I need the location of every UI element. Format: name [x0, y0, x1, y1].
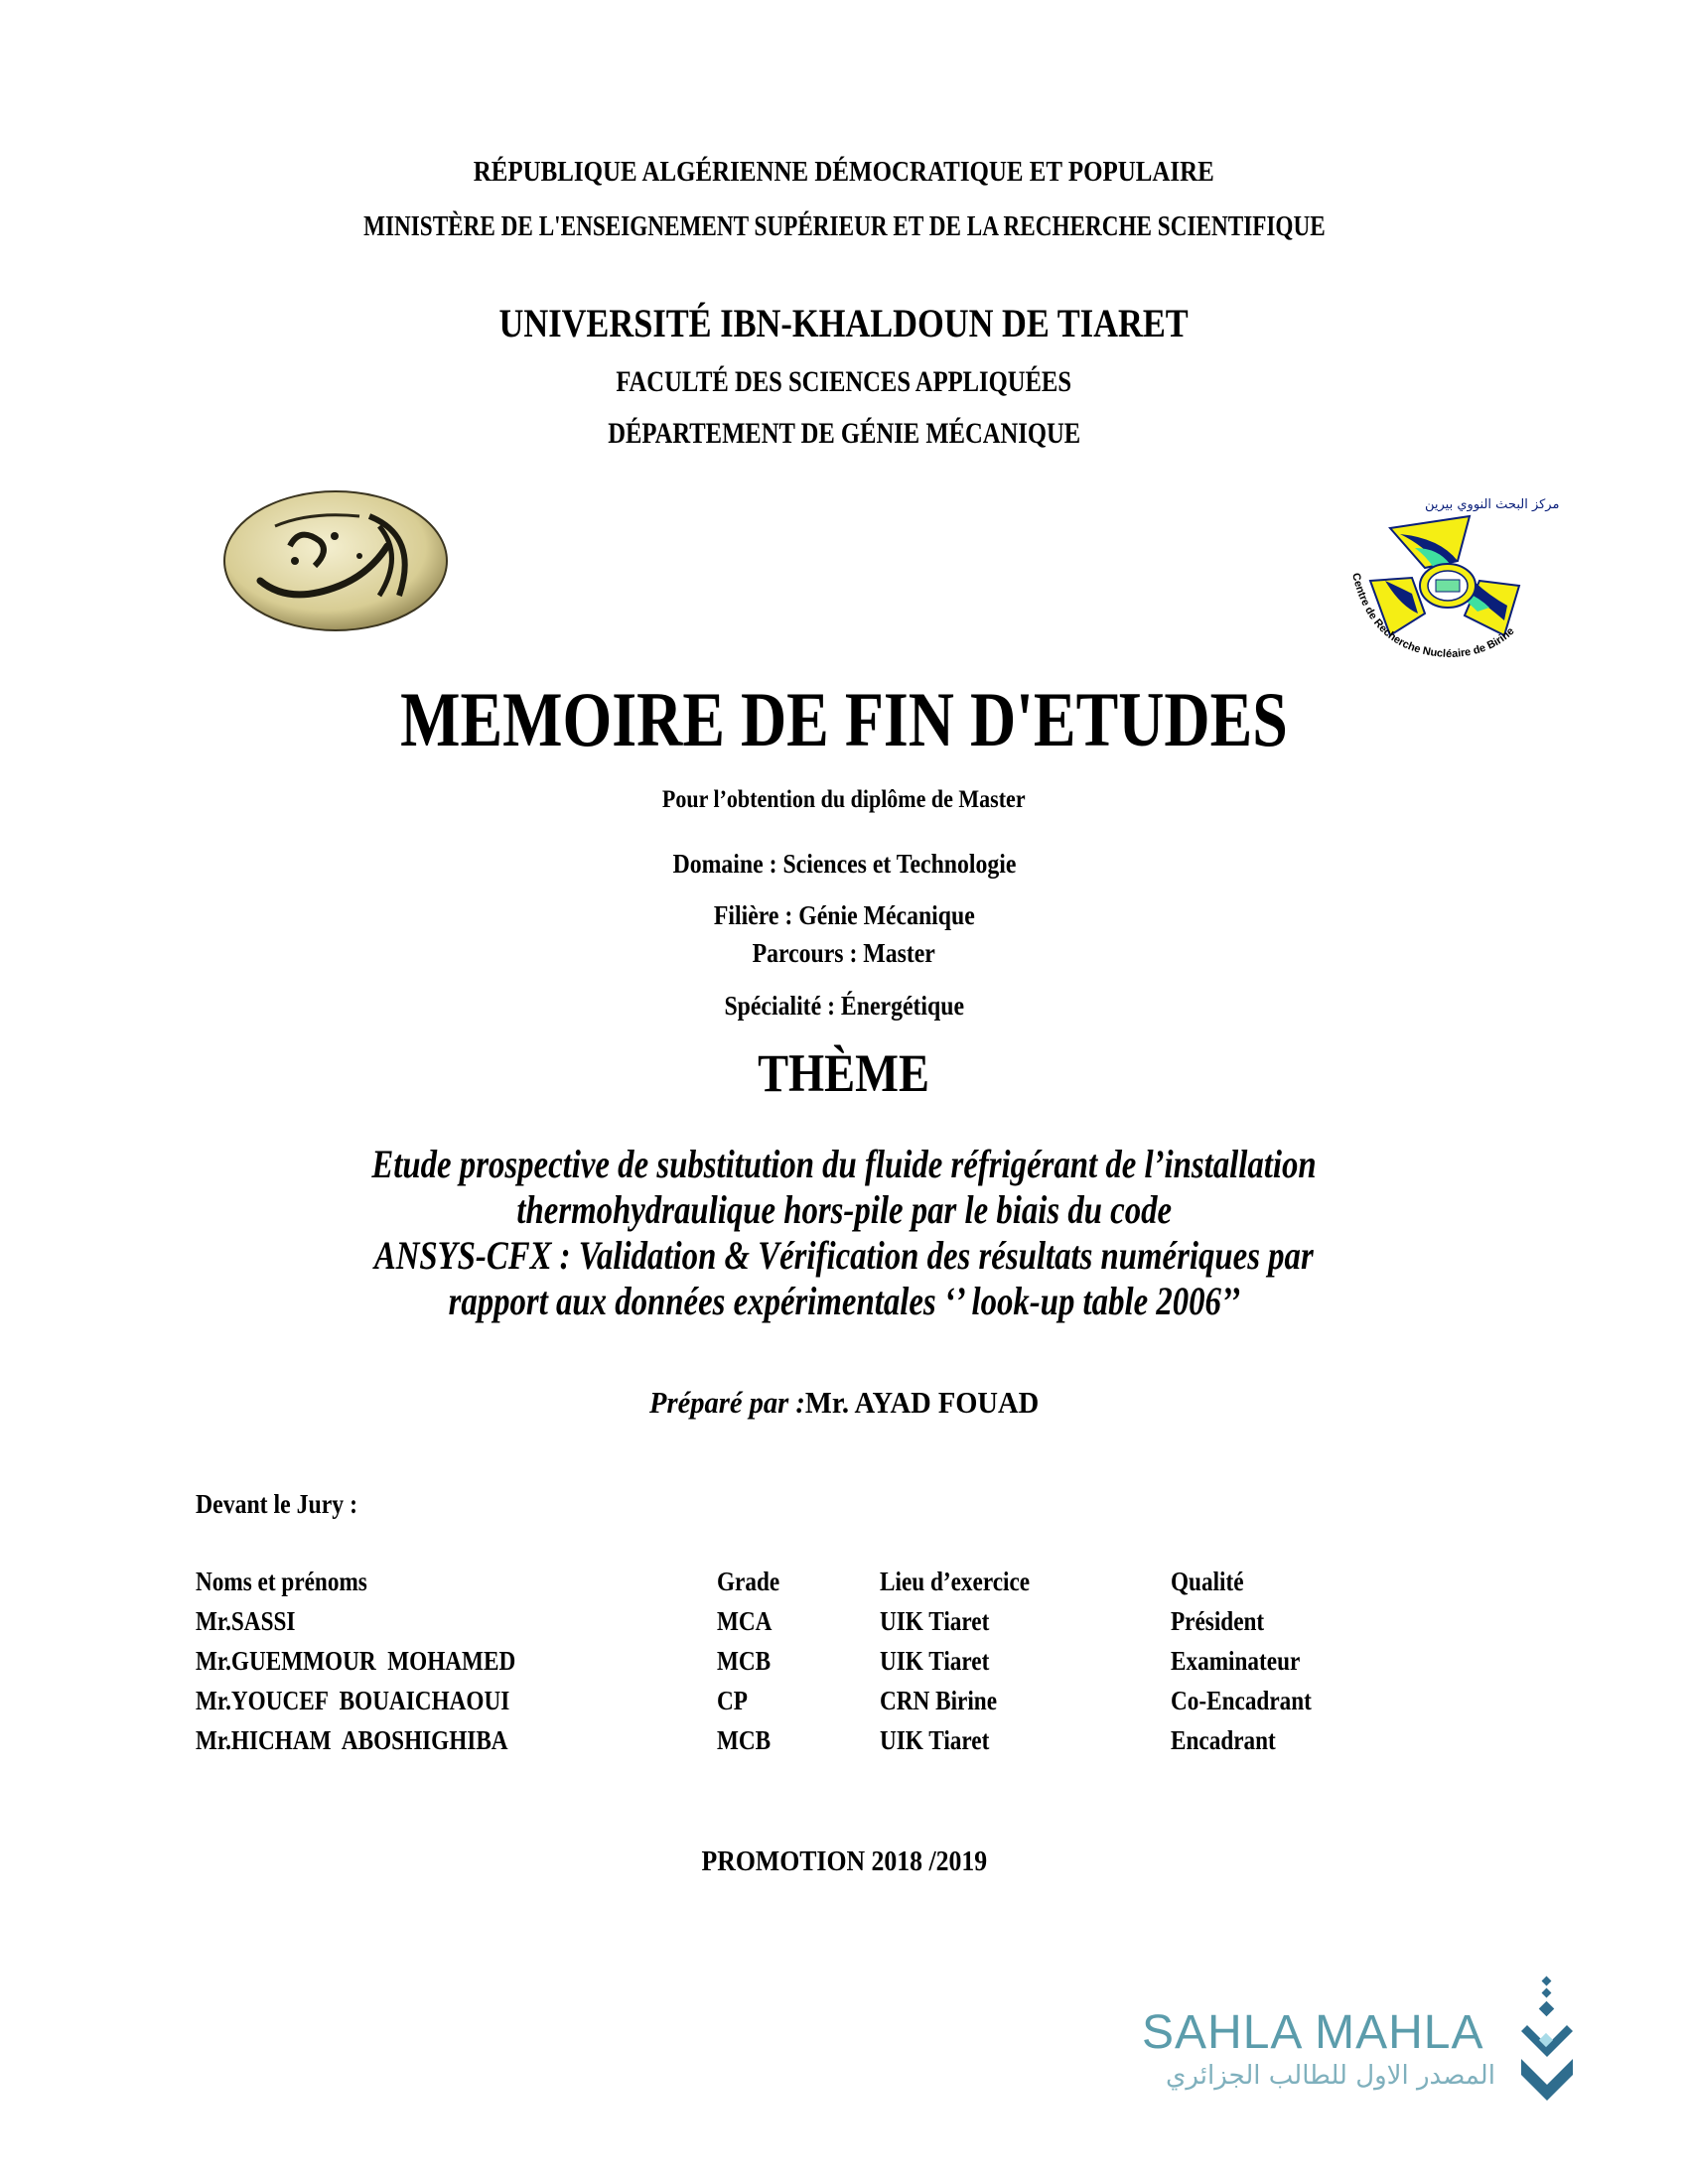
jury-member-place: UIK Tiaret [880, 1646, 990, 1676]
jury-table [196, 1567, 1335, 1765]
thesis-title [189, 1142, 1499, 1324]
jury-member-grade: CP [717, 1686, 748, 1715]
thesis-title-line: ANSYS-CFX : Validation & Vérification des résultats numériques par [374, 1233, 1314, 1278]
faculty-heading: FACULTÉ DES SCIENCES APPLIQUÉES [616, 365, 1072, 398]
republic-heading: RÉPUBLIQUE ALGÉRIENNE DÉMOCRATIQUE ET POPULAIRE [473, 156, 1214, 188]
jury-row [196, 1646, 1335, 1686]
watermark-brand: SAHLA MAHLA [1142, 2006, 1484, 2059]
department-heading: DÉPARTEMENT DE GÉNIE MÉCANIQUE [608, 417, 1080, 450]
jury-member-place: UIK Tiaret [880, 1725, 990, 1755]
watermark-tagline: المصدر الاول للطالب الجزائري [1166, 2061, 1495, 2091]
jury-member-place: CRN Birine [880, 1686, 998, 1715]
promotion-year: PROMOTION 2018 /2019 [701, 1846, 987, 1877]
column-header-name: Noms et prénoms [196, 1567, 367, 1596]
domain-line: Domaine : Sciences et Technologie [672, 849, 1016, 879]
diploma-purpose: Pour l’obtention du diplôme de Master [662, 786, 1026, 813]
thesis-title-line: Etude prospective de substitution du fluide réfrigérant de l’installation [371, 1142, 1317, 1186]
thesis-title-line: rapport aux données expérimentales ‘’ look-up table 2006’’ [448, 1279, 1240, 1323]
thesis-title-line: thermohydraulique hors-pile par le biais du code [516, 1187, 1172, 1232]
jury-member-role: Examinateur [1171, 1646, 1301, 1676]
jury-member-grade: MCA [717, 1606, 773, 1636]
svg-text:مركز البحث النووي بيرين: مركز البحث النووي بيرين [1425, 497, 1559, 512]
sahla-mahla-logo-icon [1519, 1976, 1575, 2105]
jury-member-role: Co-Encadrant [1171, 1686, 1312, 1715]
column-header-role: Qualité [1171, 1567, 1244, 1596]
prepared-by-label: Préparé par : [648, 1385, 805, 1420]
column-header-grade: Grade [717, 1567, 780, 1596]
prepared-by [0, 1385, 1688, 1421]
document-title: MEMOIRE DE FIN D'ETUDES [400, 676, 1288, 762]
track-line: Parcours : Master [752, 938, 936, 968]
sahla-mahla-watermark [1142, 2005, 1559, 2105]
jury-header-row [196, 1567, 1335, 1606]
jury-row [196, 1686, 1335, 1725]
university-heading: UNIVERSITÉ IBN-KHALDOUN DE TIARET [498, 301, 1190, 345]
nuclear-research-centre-icon [1331, 486, 1559, 665]
jury-member-grade: MCB [717, 1646, 772, 1676]
jury-member-role: Encadrant [1171, 1725, 1276, 1755]
jury-member-place: UIK Tiaret [880, 1606, 990, 1636]
svg-text:Centre de Recherche Nucléaire: Centre de Recherche Nucléaire de Birine [1349, 572, 1517, 661]
specialty-line: Spécialité : Énergétique [724, 991, 964, 1021]
university-seal-icon [220, 486, 451, 635]
jury-member-name: Mr.SASSI [196, 1606, 296, 1636]
jury-row [196, 1606, 1335, 1646]
theme-heading: THÈME [758, 1043, 930, 1103]
jury-member-grade: MCB [717, 1725, 772, 1755]
jury-member-name: Mr.GUEMMOUR MOHAMED [196, 1646, 516, 1676]
ministry-heading: MINISTÈRE DE L'ENSEIGNEMENT SUPÉRIEUR ET DE LA RECHERCHE SCIENTIFIQUE [362, 210, 1326, 242]
jury-label: Devant le Jury : [196, 1489, 357, 1519]
university-logo [220, 486, 451, 635]
author-name: Mr. AYAD FOUAD [804, 1385, 1040, 1420]
jury-member-name: Mr.YOUCEF BOUAICHAOUI [196, 1686, 510, 1715]
field-line: Filière : Génie Mécanique [713, 900, 975, 930]
crn-birine-logo [1331, 486, 1559, 665]
jury-member-role: Président [1171, 1606, 1265, 1636]
column-header-place: Lieu d’exercice [880, 1567, 1031, 1596]
jury-row [196, 1725, 1335, 1765]
jury-member-name: Mr.HICHAM ABOSHIGHIBA [196, 1725, 508, 1755]
